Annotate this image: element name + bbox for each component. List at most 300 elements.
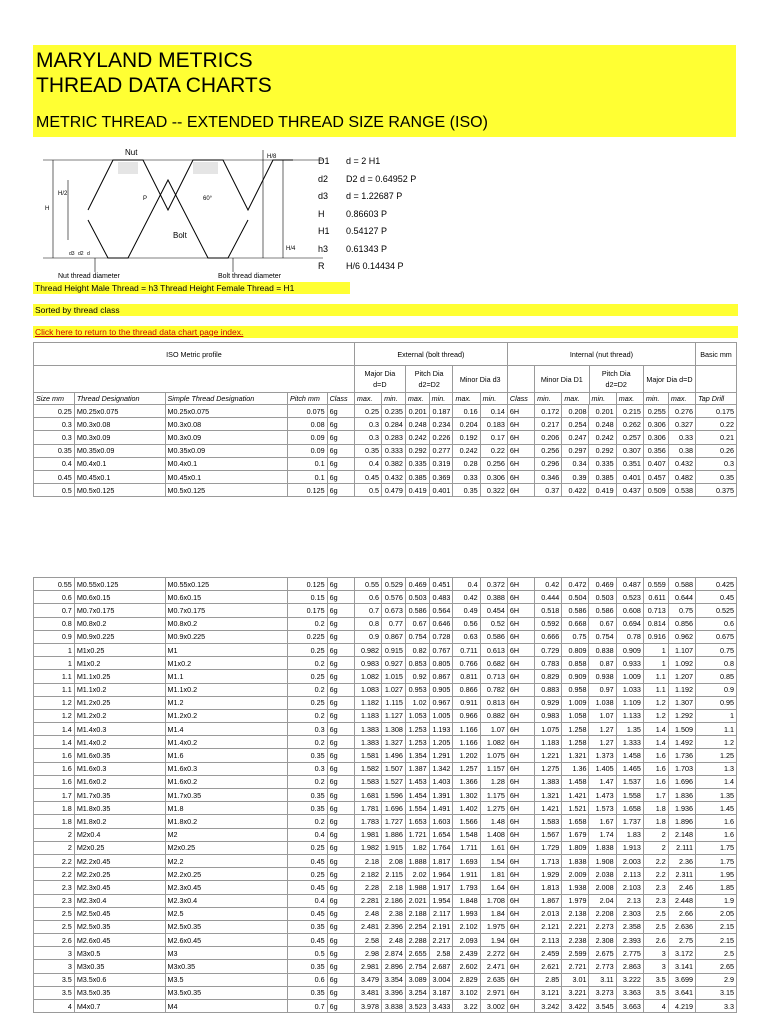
cell-designation: M1.1x0.2	[74, 683, 165, 696]
table-row	[34, 604, 737, 617]
formula-value: H/6 0.14434 P	[346, 261, 404, 271]
cell-minor-max: 1.257	[453, 762, 480, 775]
cell-major-min: 1.496	[382, 749, 406, 762]
cell-minor-max: 0.42	[453, 591, 480, 604]
cell-minor-int-min: 1.275	[535, 762, 562, 775]
cell-size: 0.6	[34, 591, 75, 604]
cell-simple-designation: M1.2x0.2	[165, 709, 287, 722]
cell-major-int-max: 3.641	[668, 986, 695, 999]
cell-minor-int-min: 2.85	[535, 973, 562, 986]
cell-pitch-min: 3.004	[429, 973, 453, 986]
d3-label: d3	[69, 251, 75, 257]
cell-size: 0.55	[34, 578, 75, 591]
cell-class-int: 6H	[507, 960, 534, 973]
formula-symbol: D1	[318, 156, 330, 166]
cell-designation: M3x0.35	[74, 960, 165, 973]
cell-minor-max: 0.192	[453, 431, 480, 444]
cell-tap-drill: 0.175	[696, 405, 737, 418]
cell-tap-drill: 0.45	[696, 591, 737, 604]
formula-symbol: d2	[318, 173, 329, 184]
cell-designation: M1.4x0.2	[74, 736, 165, 749]
cell-pitch-int-min: 2.04	[589, 894, 616, 907]
cell-class-int: 6H	[507, 709, 534, 722]
cell-pitch-min: 1.342	[429, 762, 453, 775]
subtitle: METRIC THREAD -- EXTENDED THREAD SIZE RANGE (ISO)	[36, 114, 488, 131]
table-row	[34, 775, 737, 788]
cell-pitch-int-max: 1.458	[616, 749, 643, 762]
cell-size: 1.6	[34, 762, 75, 775]
cell-pitch: 0.4	[287, 828, 327, 841]
cell-minor-min: 0.682	[480, 657, 507, 670]
cell-pitch: 0.5	[287, 947, 327, 960]
cell-major-min: 1.127	[382, 709, 406, 722]
cell-simple-designation: M1.7x0.35	[165, 789, 287, 802]
cell-pitch-min: 3.187	[429, 986, 453, 999]
cell-pitch-int-max: 0.257	[616, 431, 643, 444]
thread-table-header	[33, 342, 737, 405]
cell-class-int: 6H	[507, 775, 534, 788]
cell-simple-designation: M1.1x0.2	[165, 683, 287, 696]
cell-major-int-min: 1.7	[643, 789, 668, 802]
cell-pitch-int-max: 1.109	[616, 696, 643, 709]
formula-value: 0.86603 P	[346, 208, 388, 219]
cell-tap-drill: 0.8	[696, 657, 737, 670]
cell-pitch-int-max: 3.363	[616, 986, 643, 999]
cell-minor-max: 1.166	[453, 736, 480, 749]
cell-minor-int-min: 1.813	[535, 881, 562, 894]
cell-major-int-min: 1.6	[643, 775, 668, 788]
cell-class-ext: 6g	[327, 736, 354, 749]
cell-major-max: 2.48	[354, 907, 381, 920]
column-header-class-int: Class	[507, 393, 534, 405]
cell-size: 0.35	[34, 444, 75, 457]
cell-tap-drill: 1.6	[696, 828, 737, 841]
cell-designation: M1.6x0.35	[74, 749, 165, 762]
cell-class-ext: 6g	[327, 854, 354, 867]
cell-minor-min: 1.075	[480, 749, 507, 762]
cell-class-int: 6H	[507, 920, 534, 933]
cell-pitch-max: 1.454	[405, 789, 429, 802]
cell-pitch-int-max: 2.863	[616, 960, 643, 973]
cell-minor-max: 2.102	[453, 920, 480, 933]
cell-minor-max: 0.63	[453, 630, 480, 643]
cell-class-ext: 6g	[327, 841, 354, 854]
cell-pitch-min: 2.191	[429, 920, 453, 933]
cell-class-int: 6H	[507, 683, 534, 696]
cell-simple-designation: M0.5x0.125	[165, 484, 287, 497]
cell-tap-drill: 0.9	[696, 683, 737, 696]
cell-class-int: 6H	[507, 630, 534, 643]
formula-row	[318, 188, 416, 206]
formula-list	[318, 153, 416, 276]
cell-simple-designation: M2.3x0.4	[165, 894, 287, 907]
cell-simple-designation: M2.5	[165, 907, 287, 920]
cell-minor-int-min: 0.42	[535, 578, 562, 591]
cell-minor-int-max: 1.421	[562, 789, 589, 802]
table-row	[34, 868, 737, 881]
h2-label: H/2	[58, 191, 68, 197]
cell-designation: M1.8x0.35	[74, 802, 165, 815]
table-row	[34, 683, 737, 696]
cell-minor-min: 2.971	[480, 986, 507, 999]
cell-simple-designation: M0.9x0.225	[165, 630, 287, 643]
cell-class-ext: 6g	[327, 457, 354, 470]
cell-class-int: 6H	[507, 444, 534, 457]
cell-minor-max: 1.402	[453, 802, 480, 815]
cell-pitch-int-min: 0.503	[589, 591, 616, 604]
cell-pitch-min: 1.291	[429, 749, 453, 762]
cell-pitch-max: 0.201	[405, 405, 429, 418]
cell-major-max: 1.383	[354, 736, 381, 749]
cell-pitch-int-min: 0.754	[589, 630, 616, 643]
cell-size: 0.8	[34, 617, 75, 630]
cell-pitch-int-min: 0.586	[589, 604, 616, 617]
cell-major-max: 0.4	[354, 457, 381, 470]
d-label: d	[87, 251, 90, 257]
cell-major-max: 2.182	[354, 868, 381, 881]
cell-major-int-min: 0.457	[643, 470, 668, 483]
cell-major-int-min: 1.6	[643, 762, 668, 775]
cell-pitch-max: 1.888	[405, 854, 429, 867]
cell-minor-max: 0.811	[453, 670, 480, 683]
cell-pitch-min: 0.369	[429, 470, 453, 483]
cell-designation: M2.6x0.45	[74, 934, 165, 947]
cell-minor-int-min: 0.829	[535, 670, 562, 683]
cell-pitch-int-max: 1.558	[616, 789, 643, 802]
cell-major-int-min: 1.1	[643, 670, 668, 683]
formula-row	[318, 171, 416, 189]
cell-minor-min: 1.708	[480, 894, 507, 907]
table-row	[34, 591, 737, 604]
cell-pitch-int-max: 1.133	[616, 709, 643, 722]
cell-class-ext: 6g	[327, 683, 354, 696]
cell-pitch-min: 1.917	[429, 881, 453, 894]
cell-pitch: 0.35	[287, 749, 327, 762]
cell-pitch-min: 1.491	[429, 802, 453, 815]
cell-major-max: 0.3	[354, 418, 381, 431]
cell-class-int: 6H	[507, 749, 534, 762]
column-header-tap-drill: Tap Drill	[696, 393, 737, 405]
column-header-minor-int-min: min.	[535, 393, 562, 405]
cell-major-int-min: 2.5	[643, 920, 668, 933]
cell-minor-max: 0.866	[453, 683, 480, 696]
cell-major-int-min: 2.3	[643, 881, 668, 894]
major-dia-header: Major Dia d=D	[354, 366, 405, 393]
cell-minor-int-max: 1.36	[562, 762, 589, 775]
cell-pitch-int-min: 2.008	[589, 881, 616, 894]
cell-designation: M0.6x0.15	[74, 591, 165, 604]
cell-pitch-min: 3.433	[429, 1000, 453, 1013]
cell-major-int-min: 1.8	[643, 815, 668, 828]
cell-pitch-int-min: 1.07	[589, 709, 616, 722]
cell-size: 3	[34, 947, 75, 960]
cell-pitch-min: 0.728	[429, 630, 453, 643]
cell-tap-drill: 0.3	[696, 457, 737, 470]
cell-major-min: 1.596	[382, 789, 406, 802]
cell-major-int-min: 1.6	[643, 749, 668, 762]
cell-minor-min: 1.54	[480, 854, 507, 867]
cell-class-ext: 6g	[327, 749, 354, 762]
cell-pitch-int-min: 0.419	[589, 484, 616, 497]
table-row	[34, 749, 737, 762]
cell-size: 1	[34, 643, 75, 656]
cell-major-int-min: 1.4	[643, 723, 668, 736]
cell-major-min: 1.027	[382, 683, 406, 696]
cell-pitch-int-max: 1.35	[616, 723, 643, 736]
cell-class-int: 6H	[507, 457, 534, 470]
cell-class-ext: 6g	[327, 960, 354, 973]
cell-major-min: 3.838	[382, 1000, 406, 1013]
cell-size: 2.3	[34, 881, 75, 894]
cell-pitch-max: 0.503	[405, 591, 429, 604]
cell-pitch-int-max: 1.537	[616, 775, 643, 788]
table-row	[34, 762, 737, 775]
cell-major-max: 1.583	[354, 775, 381, 788]
cell-major-max: 3.481	[354, 986, 381, 999]
cell-tap-drill: 1.2	[696, 736, 737, 749]
table-row	[34, 854, 737, 867]
cell-pitch-int-max: 1.658	[616, 802, 643, 815]
cell-designation: M0.3x0.08	[74, 418, 165, 431]
cell-major-min: 0.867	[382, 630, 406, 643]
cell-simple-designation: M2x0.25	[165, 841, 287, 854]
cell-pitch-max: 2.02	[405, 868, 429, 881]
cell-tap-drill: 1	[696, 709, 737, 722]
cell-pitch-min: 0.805	[429, 657, 453, 670]
cell-minor-max: 1.693	[453, 854, 480, 867]
cell-minor-max: 0.711	[453, 643, 480, 656]
table-row	[34, 457, 737, 470]
cell-major-min: 2.896	[382, 960, 406, 973]
cell-pitch-max: 1.354	[405, 749, 429, 762]
table-row	[34, 405, 737, 418]
cell-class-int: 6H	[507, 431, 534, 444]
cell-simple-designation: M1x0.2	[165, 657, 287, 670]
cell-major-int-min: 0.509	[643, 484, 668, 497]
title-line-2: THREAD DATA CHARTS	[36, 74, 272, 97]
h8-label: H/8	[267, 154, 277, 160]
cell-pitch-min: 0.767	[429, 643, 453, 656]
cell-class-int: 6H	[507, 815, 534, 828]
cell-minor-int-max: 0.809	[562, 643, 589, 656]
cell-major-max: 1.783	[354, 815, 381, 828]
cell-minor-int-min: 1.929	[535, 868, 562, 881]
cell-pitch: 0.125	[287, 578, 327, 591]
minor-dia-int-header: Minor Dia D1	[535, 366, 589, 393]
cell-major-int-min: 1.4	[643, 736, 668, 749]
cell-major-int-min: 2.6	[643, 934, 668, 947]
cell-class-ext: 6g	[327, 484, 354, 497]
cell-class-int: 6H	[507, 470, 534, 483]
cell-pitch-int-min: 2.038	[589, 868, 616, 881]
cell-major-min: 1.507	[382, 762, 406, 775]
cell-major-int-max: 0.432	[668, 457, 695, 470]
cell-simple-designation: M2.6x0.45	[165, 934, 287, 947]
cell-major-max: 2.281	[354, 894, 381, 907]
cell-minor-int-max: 0.75	[562, 630, 589, 643]
cell-tap-drill: 2.15	[696, 934, 737, 947]
cell-pitch-max: 0.586	[405, 604, 429, 617]
cell-pitch-int-min: 0.838	[589, 643, 616, 656]
cell-size: 1.8	[34, 802, 75, 815]
cell-major-int-max: 1.292	[668, 709, 695, 722]
bolt-diameter-label: Bolt thread diameter	[218, 273, 282, 280]
cell-designation: M1.2x0.25	[74, 696, 165, 709]
iso-profile-header: ISO Metric profile	[34, 343, 355, 366]
cell-pitch-int-min: 1.908	[589, 854, 616, 867]
cell-minor-max: 0.33	[453, 470, 480, 483]
cell-pitch-min: 2.687	[429, 960, 453, 973]
cell-minor-max: 0.16	[453, 405, 480, 418]
cell-pitch: 0.2	[287, 617, 327, 630]
table-row	[34, 934, 737, 947]
cell-minor-int-min: 0.206	[535, 431, 562, 444]
cell-pitch: 0.09	[287, 444, 327, 457]
cell-pitch-int-max: 2.775	[616, 947, 643, 960]
formula-row	[318, 241, 416, 259]
cell-major-int-min: 2	[643, 841, 668, 854]
column-header-pitch: Pitch mm	[287, 393, 327, 405]
cell-pitch-int-max: 2.13	[616, 894, 643, 907]
cell-minor-int-min: 0.929	[535, 696, 562, 709]
cell-pitch-min: 1.005	[429, 709, 453, 722]
cell-major-int-max: 0.75	[668, 604, 695, 617]
cell-pitch-int-min: 0.938	[589, 670, 616, 683]
cell-size: 3.5	[34, 973, 75, 986]
cell-minor-max: 1.302	[453, 789, 480, 802]
cell-class-int: 6H	[507, 854, 534, 867]
cell-class-ext: 6g	[327, 815, 354, 828]
cell-major-min: 0.915	[382, 643, 406, 656]
cell-simple-designation: M1.6	[165, 749, 287, 762]
cell-major-int-min: 0.407	[643, 457, 668, 470]
cell-major-int-min: 0.713	[643, 604, 668, 617]
cell-designation: M0.5x0.125	[74, 484, 165, 497]
cell-major-int-min: 1.8	[643, 802, 668, 815]
table-row	[34, 736, 737, 749]
major-dia-int-header: Major Dia d=D	[643, 366, 695, 393]
cell-minor-int-min: 0.729	[535, 643, 562, 656]
cell-minor-max: 0.56	[453, 617, 480, 630]
cell-minor-min: 1.64	[480, 881, 507, 894]
cell-size: 1.8	[34, 815, 75, 828]
cell-minor-min: 0.586	[480, 630, 507, 643]
cell-minor-int-max: 2.221	[562, 920, 589, 933]
cell-designation: M0.55x0.125	[74, 578, 165, 591]
cell-pitch-max: 1.053	[405, 709, 429, 722]
return-link[interactable]: Click here to return to the thread data chart page index.	[35, 327, 244, 337]
cell-major-int-max: 1.703	[668, 762, 695, 775]
table-row	[34, 696, 737, 709]
cell-minor-int-max: 3.01	[562, 973, 589, 986]
cell-class-ext: 6g	[327, 789, 354, 802]
cell-simple-designation: M0.3x0.08	[165, 418, 287, 431]
cell-major-min: 2.396	[382, 920, 406, 933]
cell-designation: M0.25x0.075	[74, 405, 165, 418]
cell-pitch-max: 1.82	[405, 841, 429, 854]
column-header-designation: Thread Designation	[74, 393, 165, 405]
cell-pitch-int-min: 1.473	[589, 789, 616, 802]
cell-minor-min: 1.48	[480, 815, 507, 828]
cell-major-max: 1.981	[354, 828, 381, 841]
cell-minor-int-min: 1.421	[535, 802, 562, 815]
table-row	[34, 841, 737, 854]
cell-simple-designation: M2.3x0.45	[165, 881, 287, 894]
cell-class-int: 6H	[507, 934, 534, 947]
cell-size: 3.5	[34, 986, 75, 999]
cell-class-ext: 6g	[327, 934, 354, 947]
formula-row	[318, 258, 416, 276]
cell-pitch-int-max: 1.913	[616, 841, 643, 854]
cell-designation: M3x0.5	[74, 947, 165, 960]
cell-class-int: 6H	[507, 578, 534, 591]
cell-minor-max: 0.204	[453, 418, 480, 431]
cell-simple-designation: M1.8x0.2	[165, 815, 287, 828]
cell-class-int: 6H	[507, 894, 534, 907]
cell-size: 0.3	[34, 418, 75, 431]
cell-major-min: 0.432	[382, 470, 406, 483]
table-row	[34, 617, 737, 630]
cell-major-min: 1.696	[382, 802, 406, 815]
cell-minor-min: 0.813	[480, 696, 507, 709]
blank-cell	[34, 366, 355, 393]
cell-major-int-min: 0.255	[643, 405, 668, 418]
cell-pitch-max: 2.021	[405, 894, 429, 907]
cell-minor-max: 0.911	[453, 696, 480, 709]
cell-major-max: 2.481	[354, 920, 381, 933]
cell-pitch-int-max: 0.307	[616, 444, 643, 457]
cell-size: 2.2	[34, 854, 75, 867]
cell-minor-min: 1.28	[480, 775, 507, 788]
cell-major-max: 1.681	[354, 789, 381, 802]
cell-minor-int-min: 0.346	[535, 470, 562, 483]
cell-minor-int-min: 0.783	[535, 657, 562, 670]
cell-pitch-int-max: 2.303	[616, 907, 643, 920]
cell-pitch-min: 0.646	[429, 617, 453, 630]
cell-pitch: 0.075	[287, 405, 327, 418]
cell-major-min: 0.283	[382, 431, 406, 444]
cell-major-int-min: 3.5	[643, 986, 668, 999]
column-header-class-ext: Class	[327, 393, 354, 405]
cell-class-ext: 6g	[327, 617, 354, 630]
cell-minor-int-max: 1.658	[562, 815, 589, 828]
cell-class-int: 6H	[507, 657, 534, 670]
cell-class-int: 6H	[507, 762, 534, 775]
cell-pitch-max: 0.469	[405, 578, 429, 591]
cell-pitch-int-min: 0.335	[589, 457, 616, 470]
cell-minor-min: 0.882	[480, 709, 507, 722]
cell-minor-int-min: 0.883	[535, 683, 562, 696]
cell-class-ext: 6g	[327, 986, 354, 999]
cell-minor-max: 1.548	[453, 828, 480, 841]
cell-major-min: 2.186	[382, 894, 406, 907]
cell-pitch: 0.45	[287, 854, 327, 867]
cell-minor-int-min: 1.183	[535, 736, 562, 749]
cell-pitch-max: 2.288	[405, 934, 429, 947]
cell-tap-drill: 1.3	[696, 762, 737, 775]
cell-tap-drill: 2.05	[696, 907, 737, 920]
cell-minor-int-min: 1.867	[535, 894, 562, 907]
cell-minor-max: 0.766	[453, 657, 480, 670]
cell-major-int-max: 4.219	[668, 1000, 695, 1013]
cell-major-int-max: 0.588	[668, 578, 695, 591]
cell-minor-min: 1.175	[480, 789, 507, 802]
cell-major-int-max: 0.276	[668, 405, 695, 418]
cell-class-int: 6H	[507, 617, 534, 630]
cell-major-max: 0.5	[354, 484, 381, 497]
cell-pitch: 0.09	[287, 431, 327, 444]
cell-minor-int-max: 0.909	[562, 670, 589, 683]
